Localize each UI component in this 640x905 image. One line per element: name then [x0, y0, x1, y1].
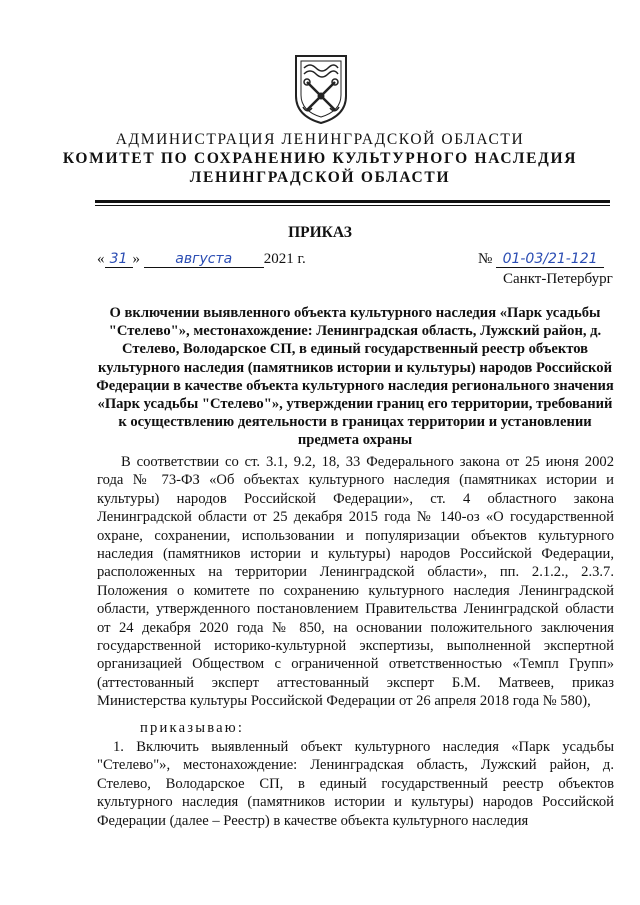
header-divider-thick	[95, 200, 610, 203]
order-item-1: 1. Включить выявленный объект культурного наследия «Парк усадьбы "Стелево"», местонахождение: Ленинградская область, Лужский район, д. Стелево, Володарское СП, в единый государственный реестр объектов культурного наследия (памятников истории и культуры) народов Российской Федерации (далее – Реестр) в качестве объекта культурного наследия	[97, 739, 614, 829]
order-directive: приказываю:	[140, 720, 245, 736]
date-year: 2021 г.	[263, 251, 306, 267]
preamble-paragraph: В соответствии со ст. 3.1, 9.2, 18, 33 Федерального закона от 25 июня 2002 года № 73-ФЗ «Об объектах культурного наследия (памятниках истории и культуры) народов Российской Федерации», ст. 4 областного закона Ленинградской области от 25 декабря 2015 года № 140-оз «О государственной охране, сохранении, использовании и популяризации объектов культурного наследия (памятников истории и культуры) народов Российской Федерации, расположенных на территории Ленинградской области», пп. 2.1.2., 2.3.7. Положения о комитете по сохранению культурного наследия Ленинградской области, утвержденного постановлением Правительства Ленинградской области от 24 декабря 2020 года № 850, на основании положительного заключения государственной историко-культурной экспертизы, выполненной экспертной организацией Обществом с ограниченной ответственностью «Темпл Групп» (аттестованный эксперт аттестованный эксперт Б.М. Матвеев, приказ Министерства культуры Российской Федерации от 26 апреля 2018 года № 580),	[97, 454, 614, 710]
date-open-quote: «	[97, 251, 105, 267]
date-month: августа	[144, 251, 264, 268]
order-number	[478, 251, 604, 268]
date-close-quote: »	[132, 251, 140, 267]
issue-city: Санкт-Петербург	[503, 271, 613, 287]
committee-region: ЛЕНИНГРАДСКОЙ ОБЛАСТИ	[189, 169, 451, 186]
number-sign: №	[478, 251, 493, 267]
date-day: 31	[105, 251, 133, 268]
order-date	[97, 251, 306, 268]
header-divider-thin	[95, 205, 610, 206]
order-subject: О включении выявленного объекта культурного наследия «Парк усадьбы "Стелево"», местонахождение: Ленинградская область, Лужский район, д. Стелево, Володарское СП, в единый государственный реестр объектов культурного наследия (памятников истории и культуры) народов Российской Федерации в качестве объекта культурного наследия регионального значения «Парк усадьбы "Стелево"», утверждении границ его территории, требований к осуществлению деятельности в границах территории и установлении предмета охраны	[96, 305, 614, 449]
coat-of-arms-emblem	[292, 52, 350, 126]
administration-title: АДМИНИСТРАЦИЯ ЛЕНИНГРАДСКОЙ ОБЛАСТИ	[115, 131, 525, 148]
number-value: 01-03/21-121	[496, 251, 604, 268]
document-type-title: ПРИКАЗ	[288, 224, 352, 241]
committee-title: КОМИТЕТ ПО СОХРАНЕНИЮ КУЛЬТУРНОГО НАСЛЕДИЯ	[62, 150, 578, 167]
